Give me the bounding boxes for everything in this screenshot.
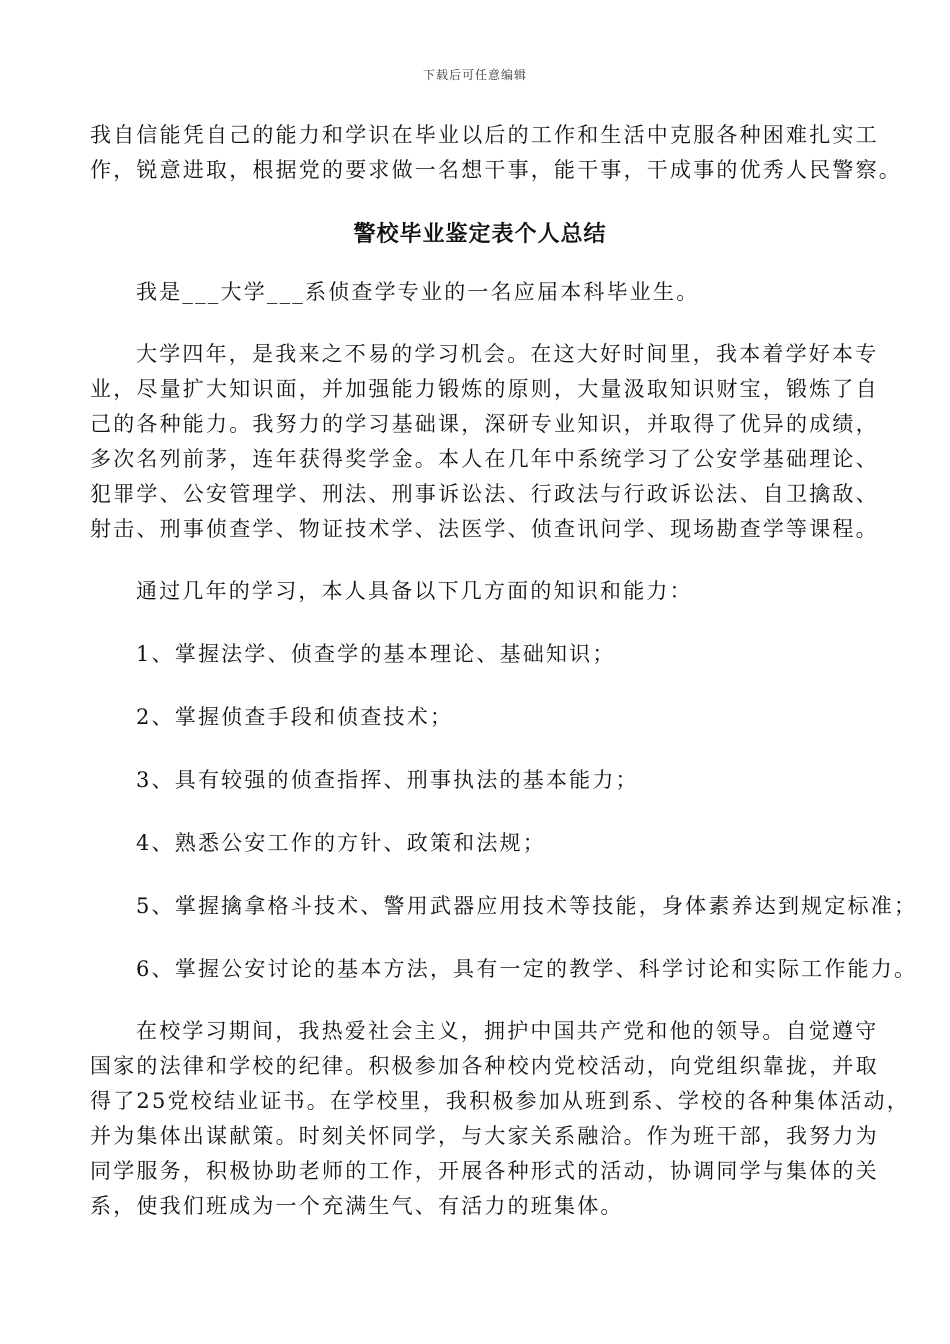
intro-paragraph (90, 118, 902, 188)
school-life-line: 得了25党校结业证书。在学校里，我积极参加从班到系、学校的各种集体活动， (90, 1089, 910, 1113)
intro-statement-line: 我是___大学___系侦查学专业的一名应届本科毕业生。 (136, 280, 700, 304)
school-life-line: 系，使我们班成为一个充满生气、有活力的班集体。 (90, 1194, 624, 1218)
abilities-intro-line: 通过几年的学习，本人具备以下几方面的知识和能力： (136, 579, 693, 603)
school-life-line: 并为集体出谋献策。时刻关怀同学，与大家关系融洽。作为班干部，我努力为 (90, 1124, 879, 1148)
school-life-line: 同学服务，积极协助老师的工作，开展各种形式的活动，协调同学与集体的关 (90, 1159, 879, 1183)
ability-item-text: 2、掌握侦查手段和侦查技术； (136, 705, 454, 729)
intro-line: 作，锐意进取，根据党的要求做一名想干事，能干事，干成事的优秀人民警察。 (90, 158, 902, 182)
ability-item (90, 826, 870, 861)
document-body (90, 118, 918, 1224)
page-header-note: 下载后可任意编辑 (422, 68, 527, 82)
ability-item (90, 763, 870, 798)
school-life-paragraph (90, 1014, 910, 1224)
intro-line: 我自信能凭自己的能力和学识在毕业以后的工作和生活中克服各种困难扎实工 (90, 123, 879, 147)
school-life-line: 在校学习期间，我热爱社会主义，拥护中国共产党和他的领导。自觉遵守 (136, 1019, 879, 1043)
ability-item-text: 1、掌握法学、侦查学的基本理论、基础知识； (136, 642, 616, 666)
abilities-intro-paragraph (90, 574, 870, 609)
study-line: 射击、刑事侦查学、物证技术学、法医学、侦查讯问学、现场勘查学等课程。 (90, 517, 879, 541)
ability-item-text: 4、熟悉公安工作的方针、政策和法规； (136, 831, 546, 855)
ability-item-text: 3、具有较强的侦查指挥、刑事执法的基本能力； (136, 768, 639, 792)
school-life-line: 国家的法律和学校的纪律。积极参加各种校内党校活动，向党组织靠拢，并取 (90, 1054, 879, 1078)
study-line: 己的各种能力。我努力的学习基础课，深研专业知识，并取得了优异的成绩， (90, 412, 879, 436)
study-line: 多次名列前茅，连年获得奖学金。本人在几年中系统学习了公安学基础理论、 (90, 447, 879, 471)
ability-item-text: 6、掌握公安讨论的基本方法，具有一定的教学、科学讨论和实际工作能力。 (136, 957, 918, 981)
ability-item (90, 889, 918, 924)
ability-item (90, 700, 870, 735)
intro-statement-paragraph (90, 275, 870, 310)
study-line: 大学四年，是我来之不易的学习机会。在这大好时间里，我本着学好本专 (136, 342, 879, 366)
study-line: 业，尽量扩大知识面，并加强能力锻炼的原则，大量汲取知识财宝，锻炼了自 (90, 377, 879, 401)
ability-item (90, 637, 870, 672)
ability-item (90, 952, 918, 987)
ability-item-text: 5、掌握擒拿格斗技术、警用武器应用技术等技能，身体素养达到规定标准； (136, 894, 918, 918)
section-title: 警校毕业鉴定表个人总结 (353, 221, 607, 247)
study-line: 犯罪学、公安管理学、刑法、刑事诉讼法、行政法与行政诉讼法、自卫擒敌、 (90, 482, 879, 506)
study-paragraph (90, 337, 879, 547)
